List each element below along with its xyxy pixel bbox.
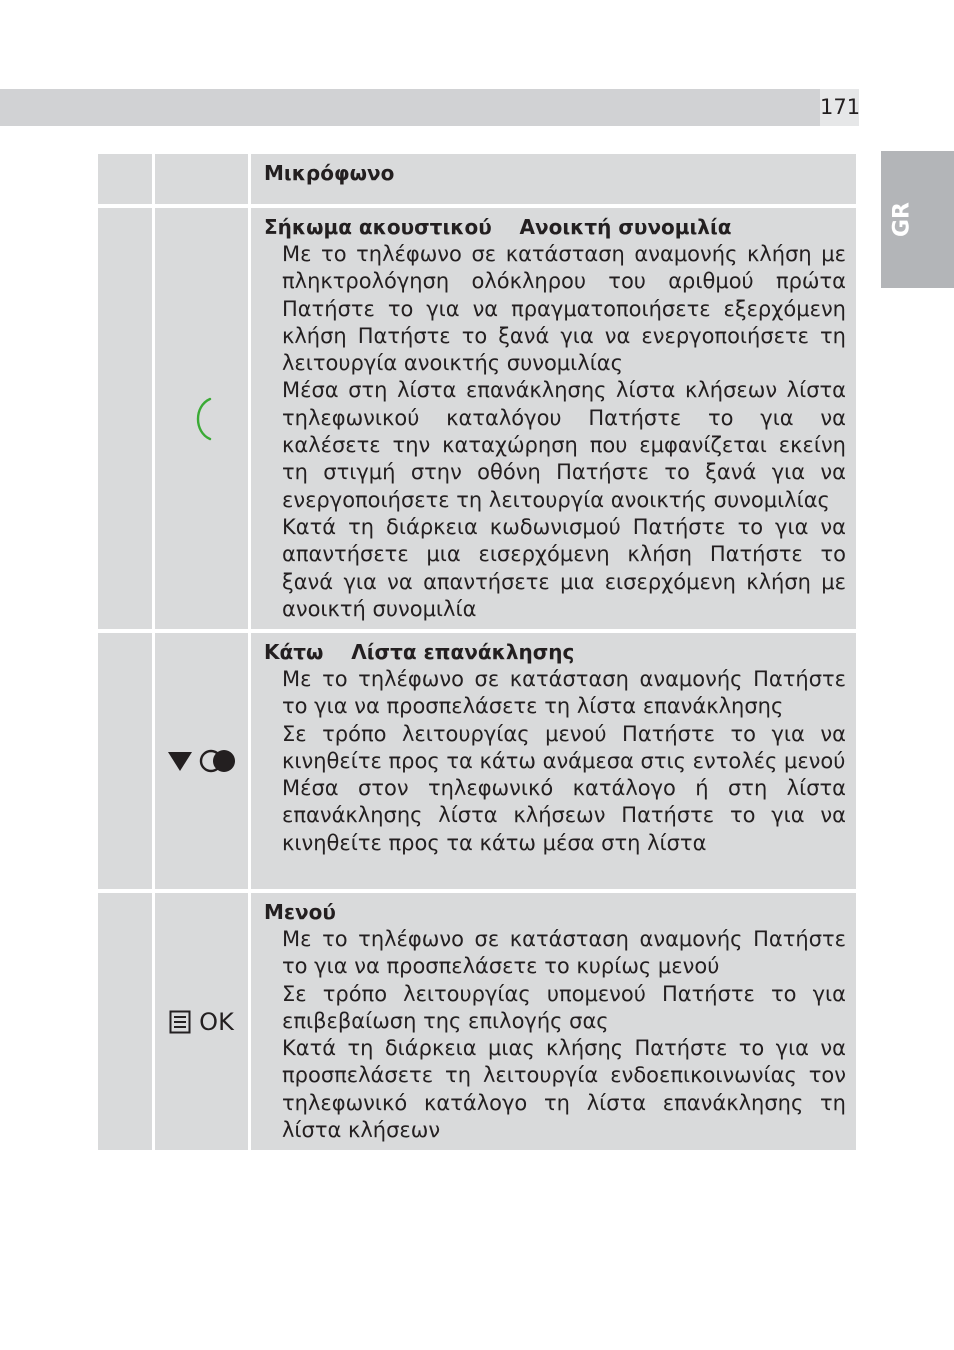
down-arrow-icon (167, 750, 193, 772)
description-paragraph: Σε τρόπο λειτουργίας μενού Πατήστε το για να κινηθείτε προς τα κάτω ανάμεσα στις εντολές μενού (282, 721, 846, 773)
description-paragraph: Μέσα στον τηλεφωνικό κατάλογο ή στη λίστα επανάκλησης λίστα κλήσεων Πατήστε το για να κινηθείτε προς τα κάτω μέσα στη λίστα (282, 776, 846, 855)
handset-icon (190, 396, 214, 442)
description-paragraph: Σε τρόπο λειτουργίας υπομενού Πατήστε το για επιβεβαίωση της επιλογής σας (282, 981, 846, 1033)
row-icon-cell (155, 154, 248, 204)
description-paragraph: Με το τηλέφωνο σε κατάσταση αναμονής κλήση με πληκτρολόγηση ολόκληρου του αριθμού πρώτα Πατήστε το για να πραγματοποιήσετε εξερχόμενη κλήση Πατήστε το ξανά για να ενεργοποιήσετε τη λειτουργία ανοικτής συνομιλίας (282, 242, 846, 376)
language-tab (881, 151, 954, 288)
row-icon-cell (155, 208, 248, 629)
menu-icon (169, 1010, 191, 1034)
language-tab-label: GR (889, 202, 915, 237)
redial-icon (199, 748, 237, 774)
row-text-cell (251, 893, 856, 1150)
row-text-cell (251, 154, 856, 204)
description-paragraph: Κατά τη διάρκεια μιας κλήσης Πατήστε το για να προσπελάσετε τη λειτουργία ενδοεπικοινωνίας τον τηλεφωνικό κατάλογο τη λίστα επανάκλησης τη λίστα κλήσεων (282, 1036, 846, 1143)
description-paragraph: Με το τηλέφωνο σε κατάσταση αναμονής Πατήστε το για να προσπελάσετε τη λίστα επανάκλησης (282, 667, 846, 719)
page-number: 171 (820, 89, 859, 126)
row-icon-cell (155, 633, 248, 889)
row-title: Σήκωμα ακουστικού Ανοικτή συνομιλία (264, 215, 732, 239)
description-paragraph: Με το τηλέφωνο σε κατάσταση αναμονής Πατήστε το για να προσπελάσετε το κυρίως μενού (282, 927, 846, 979)
row-title: Μικρόφωνο (264, 161, 395, 185)
row-text-cell (251, 208, 856, 629)
ok-label: OK (199, 1007, 234, 1036)
description-paragraph: Μέσα στη λίστα επανάκλησης λίστα κλήσεων λίστα τηλεφωνικού καταλόγου Πατήστε το για να καλέσετε την καταχώρηση που εμφανίζεται εκείνη τη στιγμή στην οθόνη Πατήστε το ξανά για να ενεργοποιήσετε τη λειτουργία ανοικτής συνομιλίας (282, 378, 846, 512)
row-index-cell (98, 893, 152, 1150)
row-description (282, 666, 846, 857)
description-paragraph: Κατά τη διάρκεια κωδωνισμού Πατήστε το για να απαντήσετε μια εισερχόμενη κλήση Πατήστε το ξανά για να απαντήσετε μια εισερχόμενη κλήση με ανοικτή συνομιλία (282, 514, 846, 621)
header-bar (0, 89, 820, 126)
row-title: Μενού (264, 900, 336, 924)
table-row-menu (98, 893, 856, 1150)
row-text-cell (251, 633, 856, 889)
table-row-microphone (98, 154, 856, 204)
row-index-cell (98, 633, 152, 889)
table-row-handset (98, 208, 856, 629)
row-icon-cell (155, 893, 248, 1150)
table-row-down (98, 633, 856, 889)
row-index-cell (98, 208, 152, 629)
row-title: Κάτω Λίστα επανάκλησης (264, 640, 575, 664)
row-description (282, 241, 846, 623)
row-description (282, 926, 846, 1144)
row-index-cell (98, 154, 152, 204)
